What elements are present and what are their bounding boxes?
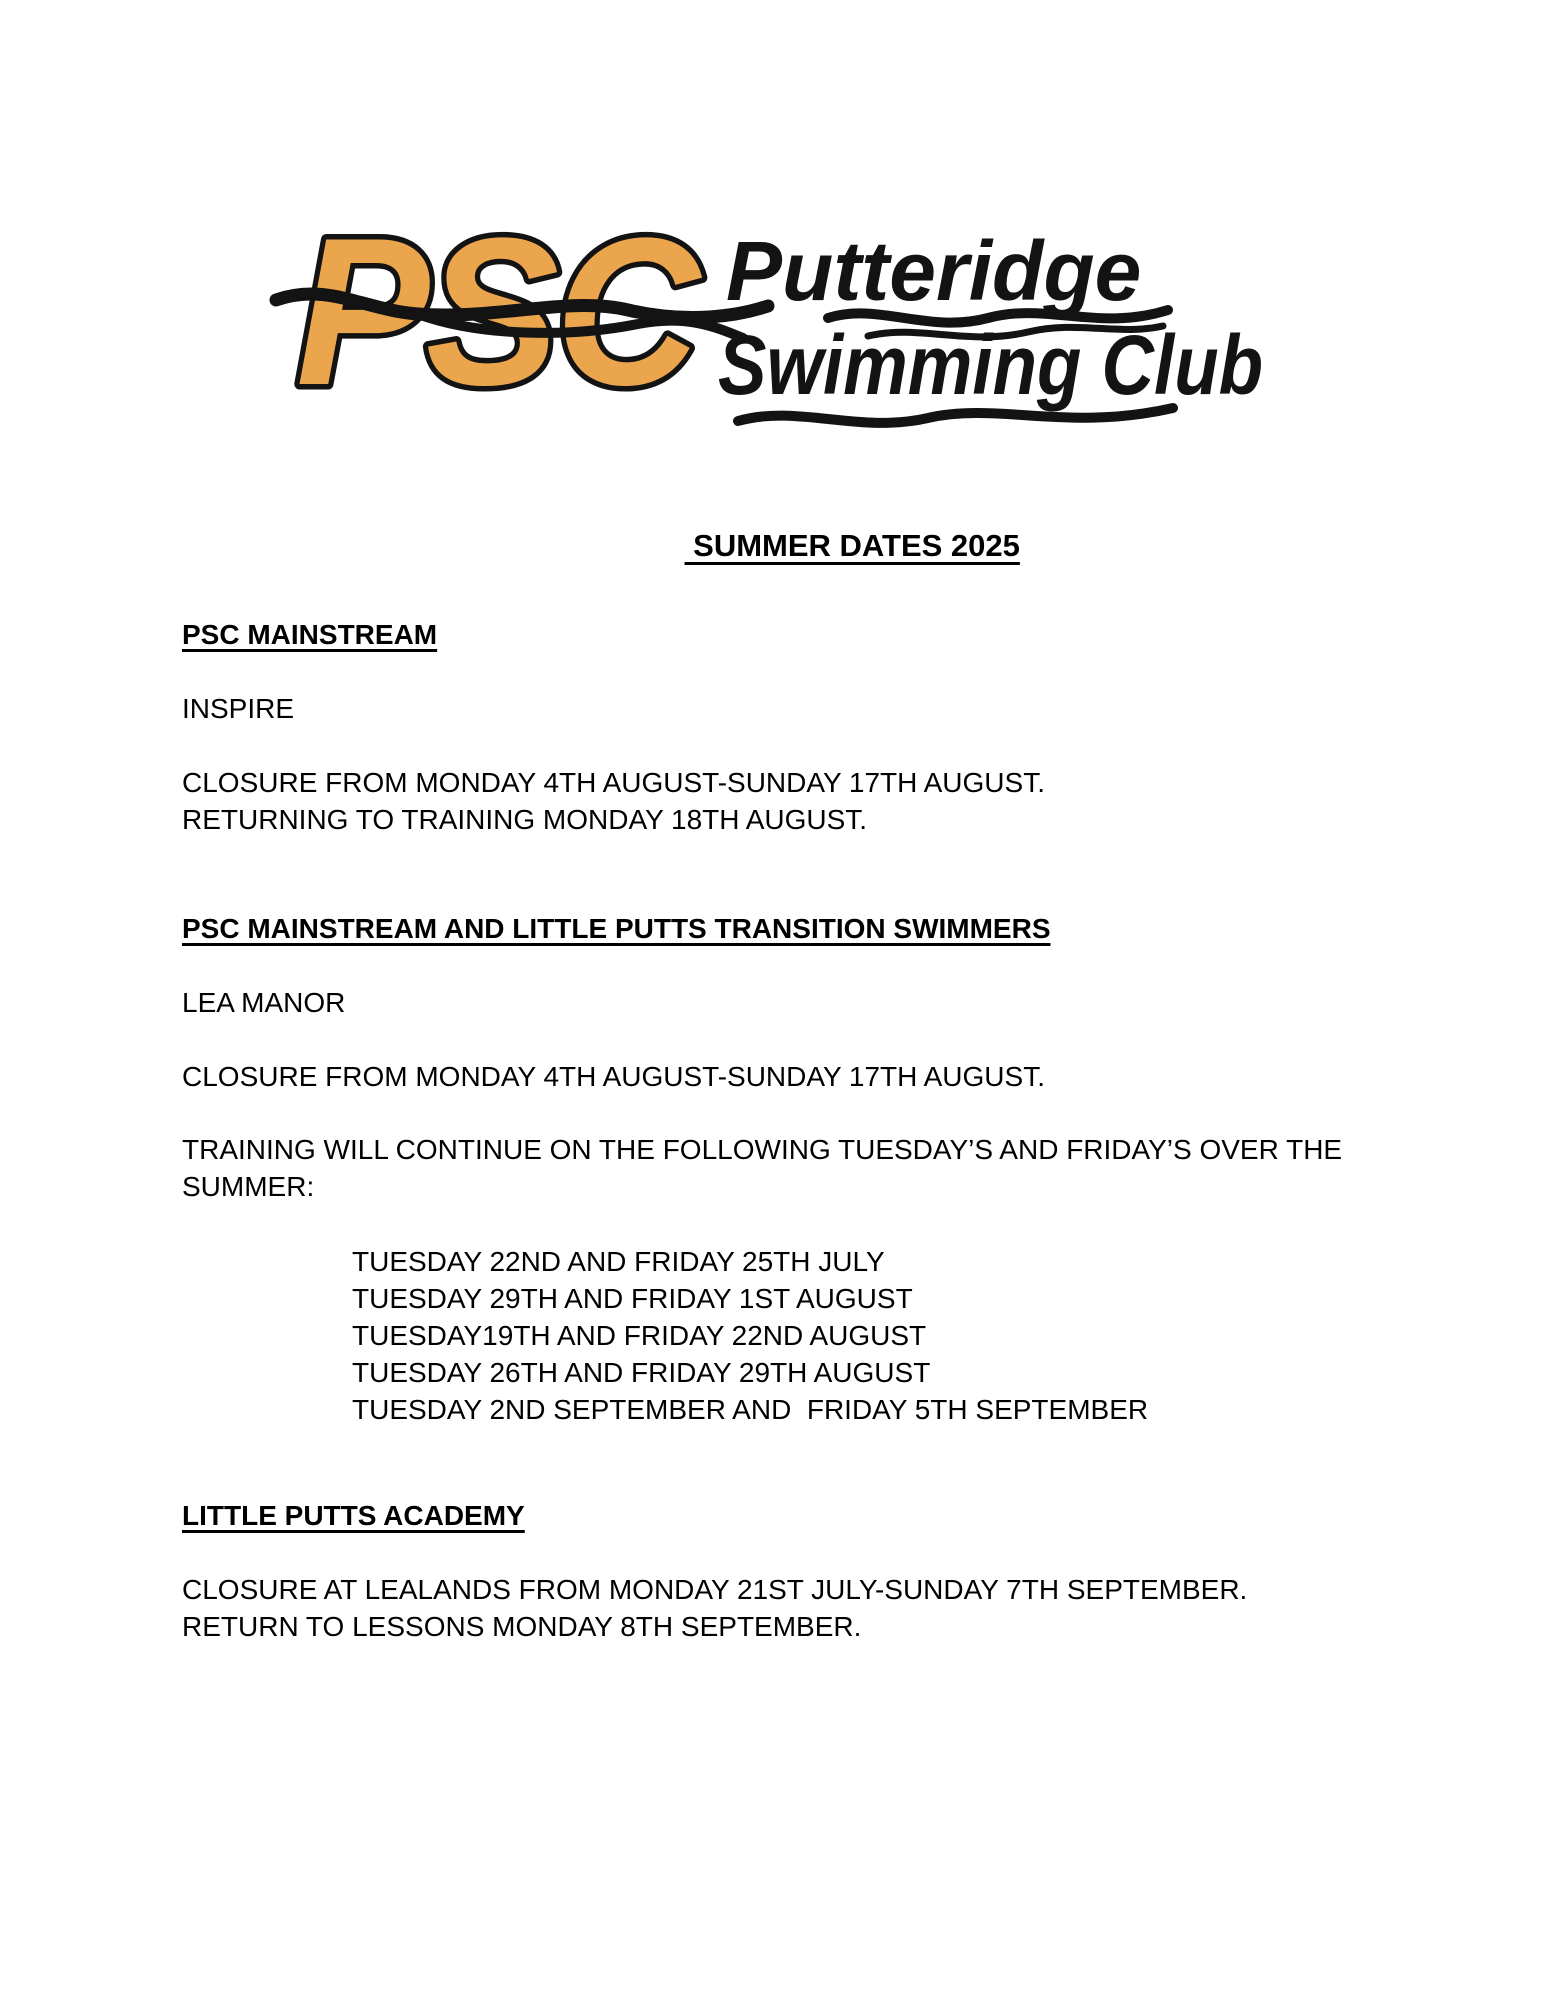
schedule-item-2: TUESDAY 29TH AND FRIDAY 1ST AUGUST (352, 1283, 913, 1314)
section-heading-psc-mainstream: PSC MAINSTREAM (182, 619, 438, 650)
logo-text-swimming-club: Swimming Club (718, 318, 1263, 412)
club-logo (268, 178, 1278, 438)
schedule-item-1: TUESDAY 22ND AND FRIDAY 25TH JULY (352, 1246, 885, 1277)
logo-psc-monogram: PSC (296, 194, 703, 429)
returning-line-mainstream: RETURNING TO TRAINING MONDAY 18TH AUGUST. (182, 804, 868, 835)
venue-lea-manor: LEA MANOR (182, 987, 346, 1018)
training-continue-line-1: TRAINING WILL CONTINUE ON THE FOLLOWING TUESDAY’S AND FRIDAY’S OVER THE (182, 1134, 1343, 1165)
return-lessons-line: RETURN TO LESSONS MONDAY 8TH SEPTEMBER. (182, 1611, 862, 1642)
logo-text-putteridge: Putteridge (726, 224, 1142, 318)
schedule-item-3: TUESDAY19TH AND FRIDAY 22ND AUGUST (352, 1320, 927, 1351)
section-heading-transition-swimmers: PSC MAINSTREAM AND LITTLE PUTTS TRANSITION SWIMMERS (182, 913, 1051, 944)
closure-line-lea-manor: CLOSURE FROM MONDAY 4TH AUGUST-SUNDAY 17TH AUGUST. (182, 1061, 1045, 1092)
venue-inspire: INSPIRE (182, 693, 295, 724)
schedule-item-5: TUESDAY 2ND SEPTEMBER AND FRIDAY 5TH SEPTEMBER (352, 1394, 1149, 1425)
closure-line-mainstream: CLOSURE FROM MONDAY 4TH AUGUST-SUNDAY 17TH AUGUST. (182, 767, 1045, 798)
page-title (244, 486, 1426, 606)
section-heading-little-putts-academy: LITTLE PUTTS ACADEMY (182, 1500, 525, 1531)
closure-line-lealands: CLOSURE AT LEALANDS FROM MONDAY 21ST JULY-SUNDAY 7TH SEPTEMBER. (182, 1574, 1248, 1605)
page-title-text: SUMMER DATES 2025 (684, 528, 1020, 563)
schedule-item-4: TUESDAY 26TH AND FRIDAY 29TH AUGUST (352, 1357, 931, 1388)
training-continue-line-2: SUMMER: (182, 1171, 315, 1202)
